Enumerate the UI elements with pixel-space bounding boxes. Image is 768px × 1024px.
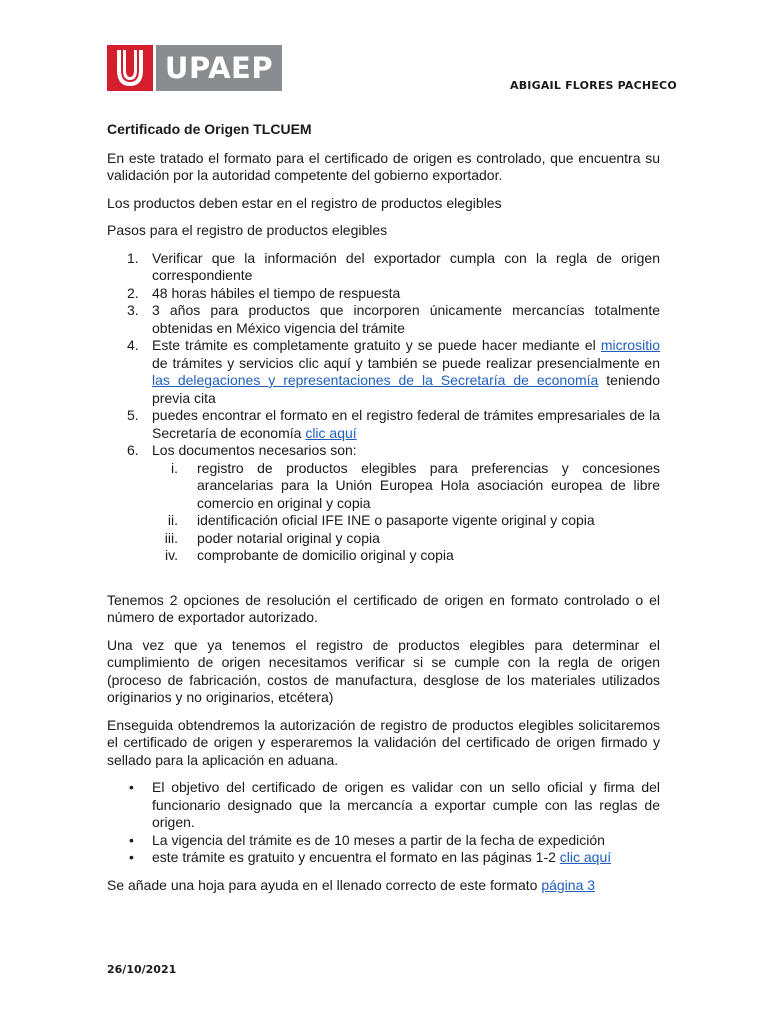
- sublist-number: ii.: [167, 512, 178, 528]
- list-item-text: Este trámite es completamente gratuito y se puede hacer mediante el: [152, 337, 601, 353]
- bullet-dot-icon: •: [129, 779, 134, 795]
- sublist-item: [107, 547, 660, 565]
- document-body: [107, 121, 660, 904]
- documents-sublist: [152, 460, 660, 565]
- u-shield-icon: [113, 50, 147, 86]
- sublist-item-text: poder notarial original y copia: [197, 529, 380, 546]
- steps-list: [107, 250, 660, 565]
- list-item-text: de trámites y servicios clic aquí y también se puede realizar presencialmente en: [152, 354, 660, 371]
- registro-clic-aqui-link[interactable]: clic aquí: [305, 424, 357, 441]
- list-item: [107, 849, 660, 867]
- options-paragraph: Tenemos 2 opciones de resolución el certificado de origen en formato controlado o el número de exportador autorizado.: [107, 591, 660, 625]
- sublist-item: [107, 460, 660, 513]
- logo-wordmark: UPAEP: [156, 45, 282, 91]
- author-name: ABIGAIL FLORES PACHECO: [510, 79, 677, 92]
- final-text: Se añade una hoja para ayuda en el llenado correcto de este formato: [107, 876, 542, 893]
- list-number: 2.: [127, 284, 139, 301]
- list-item: [107, 337, 660, 407]
- micrositio-link[interactable]: micrositio: [600, 337, 660, 353]
- sublist-number: i.: [171, 459, 178, 476]
- document-title: Certificado de Origen TLCUEM: [107, 121, 312, 137]
- list-item: [107, 302, 660, 337]
- list-item-text: 3 años para productos que incorporen únicamente mercancías totalmente obtenidas en México vigencia del trámite: [152, 302, 660, 336]
- final-paragraph: [107, 877, 660, 895]
- list-item-text: Verificar que la información del exportador cumpla con la regla de origen correspondiente: [152, 249, 660, 283]
- sublist-number: iii.: [164, 529, 178, 546]
- list-item: [107, 250, 660, 285]
- upaep-logo: [107, 45, 282, 91]
- upaep-u-icon: [107, 45, 153, 91]
- list-item: [107, 407, 660, 442]
- list-number: 5.: [127, 407, 139, 423]
- footer-date: 26/10/2021: [107, 963, 177, 976]
- sublist-item: [107, 530, 660, 548]
- spacer: [107, 575, 660, 592]
- sublist-item: [107, 512, 660, 530]
- bullet-dot-icon: •: [129, 849, 134, 865]
- list-item-text: El objetivo del certificado de origen es validar con un sello oficial y firma del funcionario designado que la mercancía a exportar cumple con las reglas de origen.: [152, 779, 660, 830]
- list-number: 3.: [127, 302, 139, 318]
- list-number: 1.: [127, 249, 139, 266]
- list-number: 6.: [127, 442, 139, 458]
- formato-clic-aqui-link[interactable]: clic aquí: [559, 849, 612, 865]
- sublist-number: iv.: [165, 547, 178, 563]
- list-item: [107, 442, 660, 565]
- verify-paragraph: Una vez que ya tenemos el registro de productos elegibles para determinar el cumplimiento de origen necesitamos verificar si se cumple con la regla de origen (proceso de fabricación, costos de manufactura, desglose de los materiales utilizados originarios y no originarios, etcétera): [107, 636, 660, 705]
- bullet-dot-icon: •: [129, 831, 134, 848]
- steps-heading: Pasos para el registro de productos elegibles: [107, 222, 388, 238]
- sublist-item-text: registro de productos elegibles para preferencias y concesiones arancelarias para la Unión Europea Hola asociación europea de libre comercio en original y copia: [197, 459, 660, 511]
- list-item-text: teniendo previa cita: [152, 372, 660, 406]
- list-item: [107, 832, 660, 850]
- list-item: [107, 285, 660, 303]
- list-item-text: este trámite es gratuito y encuentra el formato en las páginas 1-2: [152, 849, 560, 865]
- list-item-text: puedes encontrar el formato en el registro federal de trámites empresariales de la Secretaría de economía: [152, 407, 660, 441]
- intro-paragraph: En este tratado el formato para el certificado de origen es controlado, que encuentra su validación por la autoridad competente del gobierno exportador.: [107, 149, 660, 183]
- list-item-text: Los documentos necesarios son:: [152, 442, 357, 458]
- list-item-text: 48 horas hábiles el tiempo de respuesta: [152, 284, 401, 301]
- sublist-item-text: comprobante de domicilio original y copia: [197, 547, 454, 563]
- sublist-item-text: identificación oficial IFE INE o pasaporte vigente original y copia: [197, 512, 595, 528]
- bullet-list: [107, 779, 660, 867]
- next-paragraph: Enseguida obtendremos la autorización de registro de productos elegibles solicitaremos el certificado de origen y esperaremos la validación del certificado de origen firmado y sellado para la aplicación en aduana.: [107, 716, 660, 768]
- list-number: 4.: [127, 337, 139, 353]
- list-item: [107, 779, 660, 832]
- pagina-3-link[interactable]: página 3: [541, 876, 596, 893]
- list-item-text: La vigencia del trámite es de 10 meses a partir de la fecha de expedición: [152, 831, 605, 848]
- products-paragraph: Los productos deben estar en el registro de productos elegibles: [107, 194, 502, 211]
- delegaciones-link[interactable]: las delegaciones y representaciones de la Secretaría de economía: [152, 372, 599, 388]
